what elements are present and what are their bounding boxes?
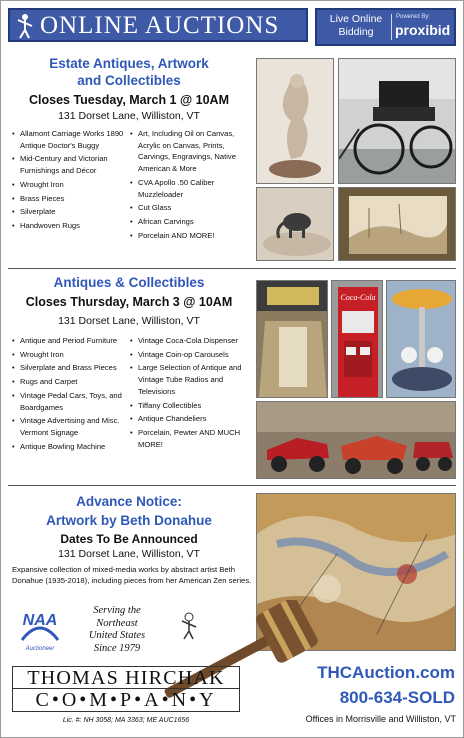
list-item: • Silverplate and Brass Pieces (12, 362, 124, 374)
section2-list-left (12, 335, 124, 454)
serving-line-4: Since 1979 (93, 642, 141, 654)
section3-title (10, 492, 248, 530)
section3-address: 131 Dorset Lane, Williston, VT (58, 548, 200, 560)
section1-title-line1: Estate Antiques, Artwork (49, 56, 209, 71)
list-item: • Wrought Iron (12, 349, 124, 361)
list-item: • Vintage Coca-Cola Dispenser (130, 335, 250, 347)
offices-text: Offices in Morrisville and Williston, VT (305, 714, 456, 724)
list-item: • Tiffany Collectibles (130, 400, 250, 412)
auctioneer-logo-icon (14, 13, 36, 39)
photo-carved-figure (256, 58, 334, 184)
list-item: • Porcelain, Pewter AND MUCH MORE! (130, 427, 250, 450)
photo-antique-buggy (338, 58, 456, 184)
list-item: • Large Selection of Antique and Vintage Tube Radios and Televisions (130, 362, 250, 397)
list-item: • Vintage Advertising and Misc. Vermont Signage (12, 415, 124, 438)
phone-number[interactable]: 800-634-SOLD (339, 688, 455, 707)
header-banner (8, 8, 308, 42)
section1-list-right (130, 128, 248, 243)
list-item: • Cut Glass (130, 202, 248, 214)
section1-list-left (12, 128, 124, 234)
list-item: • Antique Bowling Machine (12, 441, 124, 453)
list-item: • Allamont Carriage Works 1890 Antique Doctor's Buggy (12, 128, 124, 151)
naa-text: NAA (22, 612, 58, 629)
list-item: • Antique and Period Furniture (12, 335, 124, 347)
section1-date: Closes Tuesday, March 1 @ 10AM (29, 93, 229, 107)
photo-bowling-machine (256, 280, 328, 398)
header-title: ONLINE AUCTIONS (40, 12, 280, 39)
section3-title-line2: Artwork by Beth Donahue (46, 513, 212, 528)
live-bidding-badge[interactable] (315, 8, 456, 46)
list-item: • Handwoven Rugs (12, 220, 124, 232)
company-name-line2: C•O•M•P•A•N•Y (12, 688, 240, 712)
section2-address: 131 Dorset Lane, Williston, VT (58, 315, 200, 327)
coca-cola-logo-text: Coca-Cola (340, 293, 376, 302)
list-item: • CVA Apollo .50 Caliber Muzzleloader (130, 177, 248, 200)
list-item: • African Carvings (130, 216, 248, 228)
section2-title: Antiques & Collectibles (53, 275, 205, 290)
serving-text (78, 605, 156, 655)
list-item: • Wrought Iron (12, 179, 124, 191)
section1-title (10, 55, 248, 89)
list-item: • Rugs and Carpet (12, 376, 124, 388)
naa-auctioneer-logo (20, 606, 60, 654)
section3-description: Expansive collection of mixed-media works by abstract artist Beth Donahue (1935-2018), including pieces from her American Zen series. (12, 565, 252, 585)
serving-line-3: United States (88, 630, 146, 641)
section3-title-line1: Advance Notice: (76, 494, 182, 509)
list-item: • Porcelain AND MORE! (130, 230, 248, 242)
naa-subtext: Auctioneer (25, 646, 55, 652)
company-name-line1: THOMAS HIRCHAK (12, 666, 240, 688)
section3-date: Dates To Be Announced (60, 532, 198, 546)
section1-address: 131 Dorset Lane, Williston, VT (58, 110, 200, 122)
list-item: • Antique Chandeliers (130, 413, 250, 425)
proxibid-name: proxibid (395, 22, 451, 38)
list-item: • Vintage Pedal Cars, Toys, and Boardgames (12, 390, 124, 413)
list-item: • Art, Including Oil on Canvas, Acrylic on Canvas, Prints, Carvings, Engravings, Native American & More (130, 128, 248, 175)
powered-by-text: Powered By: (396, 14, 431, 20)
auctioneer-figure-icon (178, 612, 200, 640)
header (8, 8, 456, 42)
section2-date: Closes Thursday, March 3 @ 10AM (25, 295, 233, 309)
website-link[interactable]: THCAuction.com (317, 663, 455, 682)
photo-coin-op-carousel (386, 280, 456, 398)
section1-title-line2: and Collectibles (77, 73, 181, 88)
list-item: • Silverplate (12, 206, 124, 218)
photo-coca-cola-dispenser (331, 280, 383, 398)
section2-list-right (130, 335, 250, 452)
serving-line-2: Northeast (96, 617, 138, 629)
proxibid-logo (391, 14, 449, 40)
section-divider-2 (8, 485, 456, 486)
list-item: • Mid-Century and Victorian Furnishings and Décor (12, 153, 124, 176)
live-online-text: Live Online Bidding (329, 13, 383, 38)
license-text: Lic. #: NH 3058; MA 3363; ME AUC1656 (62, 717, 190, 724)
photo-pedal-cars (256, 401, 456, 479)
list-item: • Brass Pieces (12, 193, 124, 205)
photo-elephant-sculpture (256, 187, 334, 261)
list-item: • Vintage Coin-op Carousels (130, 349, 250, 361)
serving-line-1: Serving the (93, 605, 141, 616)
photo-framed-painting (338, 187, 456, 261)
section-divider-1 (8, 268, 456, 269)
